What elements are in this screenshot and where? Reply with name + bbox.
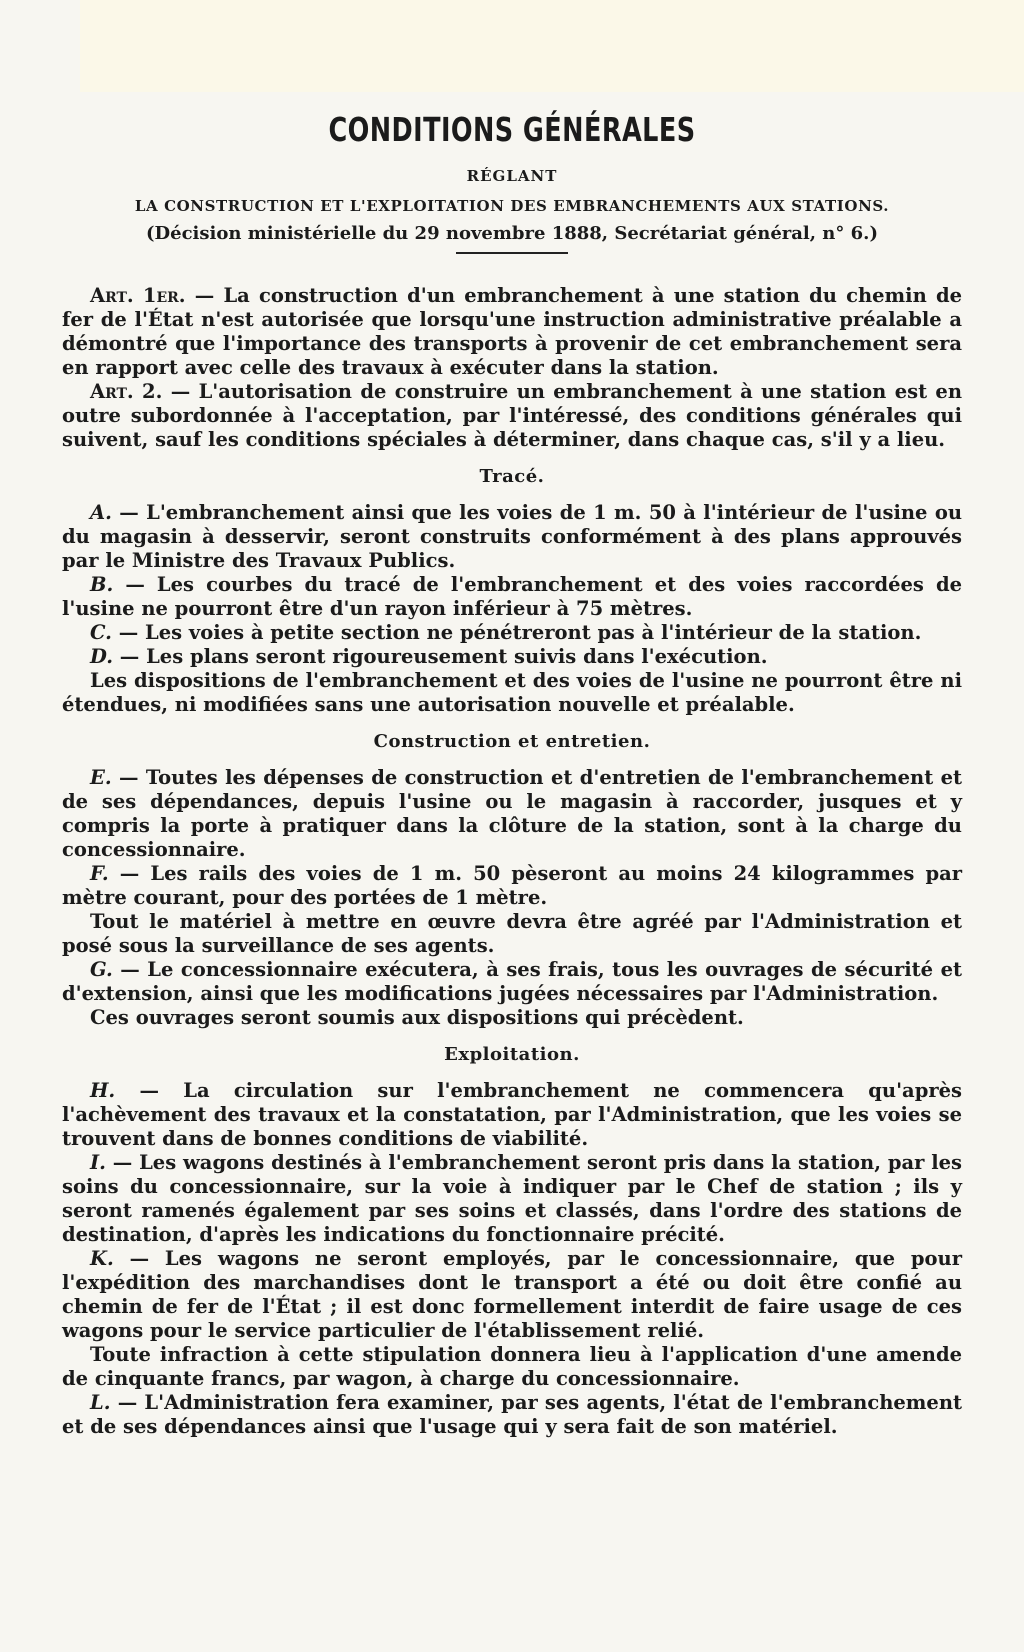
clause-text: Tout le matériel à mettre en œuvre devra être agréé par l'Administration et posé sous la surveillance de ses agents.: [62, 910, 962, 957]
clause-letter: H.: [90, 1079, 116, 1102]
clause-i: [62, 1151, 962, 1247]
decision-reference: (Décision ministérielle du 29 novembre 1888, Secrétariat général, n° 6.): [146, 223, 878, 244]
clause-b: [62, 573, 962, 621]
clause-k-note: [62, 1343, 962, 1391]
clause-text: — Toutes les dépenses de construction et d'entretien de l'embranchement et de ses dépendances, depuis l'usine ou le magasin à raccorder, jusques et y compris la porte à pratiquer dans la clôture de la station, sont à la charge du concessionnaire.: [62, 766, 962, 861]
clause-d: [62, 645, 962, 669]
document-content: [62, 100, 962, 1439]
clause-f-note: [62, 910, 962, 958]
clause-text: Toute infraction à cette stipulation donnera lieu à l'application d'une amende de cinquante francs, par wagon, à charge du concessionnaire.: [62, 1343, 962, 1390]
clause-d-note: [62, 669, 962, 717]
clause-letter: C.: [90, 621, 112, 644]
clause-letter: B.: [90, 573, 114, 596]
section-heading-trace: Tracé.: [479, 466, 545, 487]
clause-text: — L'Administration fera examiner, par ses agents, l'état de l'embranchement et de ses dépendances ainsi que l'usage qui y sera fait de son matériel.: [62, 1391, 962, 1438]
article-1-text: — La construction d'un embranchement à une station du chemin de fer de l'État n'est autorisée que lorsqu'une instruction administrative préalable a démontré que l'importance des transports à provenir de cet embranchement sera en rapport avec celle des travaux à exécuter dans la station.: [62, 284, 962, 379]
clause-text: — Les rails des voies de 1 m. 50 pèseront au moins 24 kilogrammes par mètre courant, pour des portées de 1 mètre.: [62, 862, 962, 909]
clause-letter: E.: [90, 766, 112, 789]
clause-f: [62, 862, 962, 910]
clause-text: — Les wagons destinés à l'embranchement seront pris dans la station, par les soins du concessionnaire, sur la voie à indiquer par le Chef de station ; ils y seront ramenés également par ses soins et classés, dans l'ordre des stations de destination, d'après les indications du fonctionnaire précité.: [62, 1151, 962, 1246]
clause-text: — L'embranchement ainsi que les voies de 1 m. 50 à l'intérieur de l'usine ou du magasin à desservir, seront construits conformément à des plans approuvés par le Ministre des Travaux Publics.: [62, 501, 962, 572]
clause-l: [62, 1391, 962, 1439]
clause-letter: A.: [90, 501, 112, 524]
clause-letter: I.: [90, 1151, 106, 1174]
clause-text: — Les courbes du tracé de l'embranchement et des voies raccordées de l'usine ne pourront être d'un rayon inférieur à 75 mètres.: [62, 573, 962, 620]
page-title: CONDITIONS GÉNÉRALES: [328, 110, 696, 149]
section-heading-construction: Construction et entretien.: [373, 731, 651, 752]
clause-text: — La circulation sur l'embranchement ne commencera qu'après l'achèvement des travaux et la constatation, par l'Administration, que les voies se trouvent dans de bonnes conditions de viabilité.: [62, 1079, 962, 1150]
clause-h: [62, 1079, 962, 1151]
clause-text: Ces ouvrages seront soumis aux dispositions qui précèdent.: [90, 1006, 744, 1029]
clause-a: [62, 501, 962, 573]
clause-text: — Les plans seront rigoureusement suivis dans l'exécution.: [113, 645, 768, 668]
clause-text: — Les wagons ne seront employés, par le concessionnaire, que pour l'expédition des marchandises dont le transport a été ou doit être confié au chemin de fer de l'État ; il est donc formellement interdit de faire usage de ces wagons pour le service particulier de l'établissement relié.: [62, 1247, 962, 1342]
paper-band: [80, 0, 1024, 92]
clause-letter: K.: [90, 1247, 114, 1270]
clause-e: [62, 766, 962, 862]
article-2-number: Art. 2.: [90, 380, 163, 403]
clause-g: [62, 958, 962, 1006]
title-divider: [456, 252, 568, 254]
subtitle-subject: LA CONSTRUCTION ET L'EXPLOITATION DES EMBRANCHEMENTS AUX STATIONS.: [134, 197, 890, 215]
clause-text: — Les voies à petite section ne pénétreront pas à l'intérieur de la station.: [111, 621, 922, 644]
subtitle-regulating: RÉGLANT: [466, 167, 558, 185]
clause-letter: G.: [90, 958, 113, 981]
clause-text: Les dispositions de l'embranchement et des voies de l'usine ne pourront être ni étendues, ni modifiées sans une autorisation nouvelle et préalable.: [62, 669, 962, 716]
clause-g-note: [62, 1006, 962, 1030]
clause-c: [62, 621, 962, 645]
section-heading-exploitation: Exploitation.: [444, 1044, 580, 1065]
clause-k: [62, 1247, 962, 1343]
article-1-number: Art. 1er.: [90, 284, 186, 307]
article-2: [62, 380, 962, 452]
article-2-text: — L'autorisation de construire un embranchement à une station est en outre subordonnée à l'acceptation, par l'intéressé, des conditions générales qui suivent, sauf les conditions spéciales à déterminer, dans chaque cas, s'il y a lieu.: [62, 380, 962, 451]
clause-letter: F.: [90, 862, 109, 885]
clause-letter: D.: [90, 645, 114, 668]
clause-text: — Le concessionnaire exécutera, à ses frais, tous les ouvrages de sécurité et d'extension, ainsi que les modifications jugées nécessaires par l'Administration.: [62, 958, 962, 1005]
article-1: [62, 284, 962, 380]
clause-letter: L.: [90, 1391, 111, 1414]
